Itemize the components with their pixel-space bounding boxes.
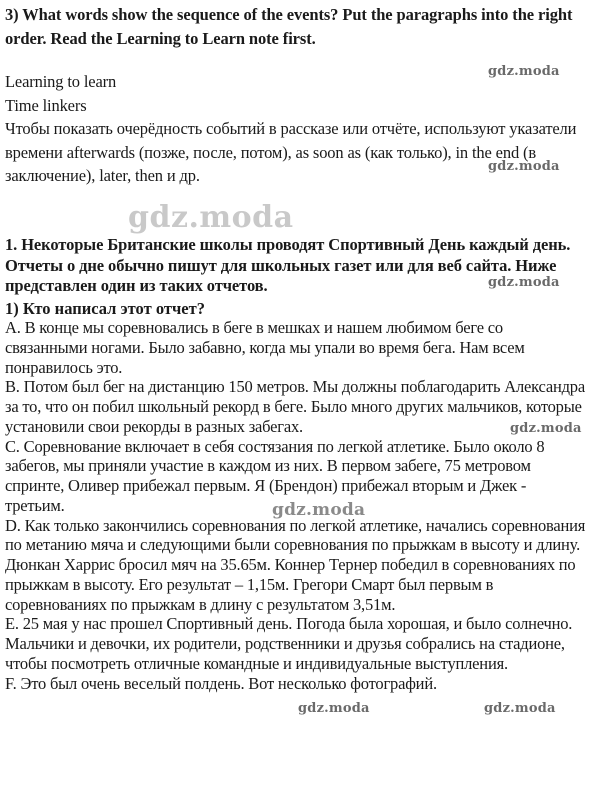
watermark: gdz.moda bbox=[298, 701, 370, 716]
note-subtitle: Time linkers bbox=[5, 95, 87, 115]
watermark-large: gdz.moda bbox=[128, 200, 294, 235]
watermark: gdz.moda bbox=[488, 159, 560, 174]
paragraph-e: E. 25 мая у нас прошел Спортивный день. Погода была хорошая, и было солнечно. Мальчики и девочки, их родители, родственники и друзья собрались на стадионе, чтобы посмотреть отличные командные и индивидуальные выступления. bbox=[5, 614, 573, 673]
watermark: gdz.moda bbox=[488, 275, 560, 290]
task-heading: 3) What words show the sequence of the events? Put the paragraphs into the right order. Read the Learning to Learn note first. bbox=[5, 5, 573, 48]
paragraph-f: F. Это был очень веселый полдень. Вот несколько фотографий. bbox=[5, 673, 437, 693]
watermark: gdz.moda bbox=[510, 421, 582, 436]
note-text: Чтобы показать очерёдность событий в рассказе или отчёте, используют указатели времени afterwards (позже, после, потом), as soon as (как только), in the end (в заключение), later, then и др. bbox=[5, 119, 577, 185]
watermark: gdz.moda bbox=[488, 64, 560, 79]
note-title: Learning to learn bbox=[5, 72, 117, 91]
exercise-question: 1) Кто написал этот отчет? bbox=[5, 299, 205, 318]
paragraph-d: D. Как только закончились соревнования по легкой атлетике, начались соревнования по метанию мяча и следующими были соревнования по прыжкам в высоту и длину. Дюнкан Харрис бросил мяч на 35.65м. Коннер Тернер победил в соревнованиях по прыжкам в высоту. Его результат – 1,15м. Грегори Смарт был первым в соревнованиях по прыжкам в длину с результатом 3,51м. bbox=[5, 515, 586, 614]
paragraph-b: B. Потом был бег на дистанцию 150 метров. Мы должны поблагодарить Александра за то, что он побил школьный рекорд в беге. Было много других мальчиков, которые установили свои рекорды в разных забегах. bbox=[5, 377, 585, 436]
paragraph-a: A. В конце мы соревновались в беге в мешках и нашем любимом беге со связанными ногами. Было забавно, когда мы упали во время бега. Нам всем понравилось это. bbox=[5, 318, 525, 377]
watermark: gdz.moda bbox=[484, 701, 556, 716]
paragraph-c: C. Соревнование включает в себя состязания по легкой атлетике. Было около 8 забегов, мы приняли участие в каждом из них. В первом забеге, 75 метровом спринте, Оливер прибежал первым. Я (Брендон) прибежал вторым и Джек - третьим. bbox=[5, 436, 545, 515]
exercise-heading: 1. Некоторые Британские школы проводят Спортивный День каждый день. Отчеты о дне обычно пишут для школьных газет или для веб сайта. Ниже представлен один из таких отчетов. bbox=[5, 235, 571, 295]
watermark: gdz.moda bbox=[272, 500, 366, 520]
